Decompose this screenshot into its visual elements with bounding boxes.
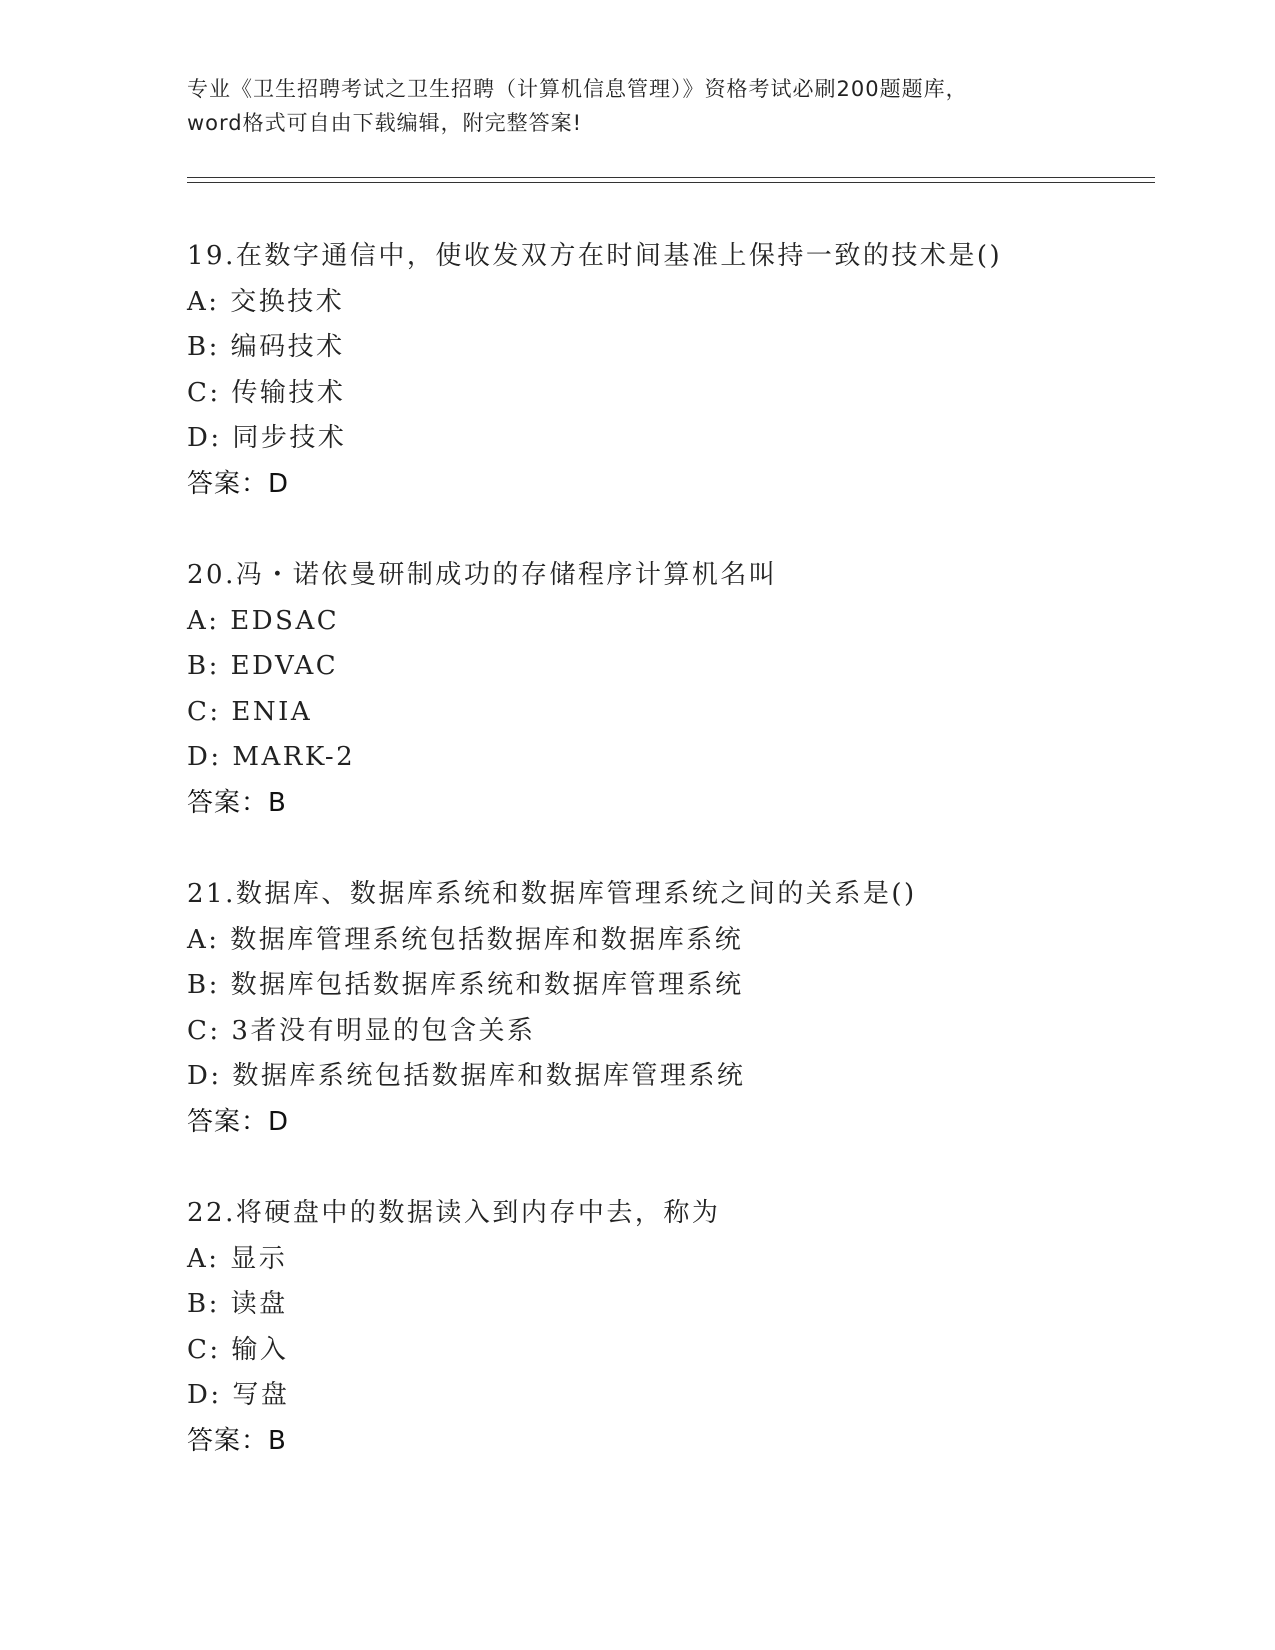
option-a: A: 数据库管理系统包括数据库和数据库系统 xyxy=(187,924,744,955)
header-divider-top xyxy=(187,177,1155,178)
header-divider-bottom xyxy=(187,182,1155,183)
option-b: B: EDVAC xyxy=(187,651,339,682)
header-title-line-2: word格式可自由下载编辑，附完整答案! xyxy=(187,111,583,135)
question-stem: 20.冯・诺依曼研制成功的存储程序计算机名叫 xyxy=(187,560,778,590)
option-d: D: 同步技术 xyxy=(187,423,347,454)
question-stem: 19.在数字通信中，使收发双方在时间基准上保持一致的技术是() xyxy=(187,241,1003,271)
option-c: C: 传输技术 xyxy=(187,377,346,408)
question-21 xyxy=(187,872,1147,1146)
option-a: A: EDSAC xyxy=(187,605,340,636)
option-c: C: 3者没有明显的包含关系 xyxy=(187,1015,536,1046)
question-stem: 21.数据库、数据库系统和数据库管理系统之间的关系是() xyxy=(187,879,917,909)
answer-line: 答案：D xyxy=(187,1106,290,1137)
option-c: C: 输入 xyxy=(187,1334,289,1365)
answer-line: 答案：D xyxy=(187,468,290,499)
question-20 xyxy=(187,553,1147,827)
option-d: D: 写盘 xyxy=(187,1380,290,1411)
option-b: B: 数据库包括数据库系统和数据库管理系统 xyxy=(187,970,744,1001)
question-22 xyxy=(187,1191,1147,1465)
option-d: D: 数据库系统包括数据库和数据库管理系统 xyxy=(187,1061,746,1092)
option-b: B: 编码技术 xyxy=(187,332,345,363)
header-title-line-1: 专业《卫生招聘考试之卫生招聘（计算机信息管理）》资格考试必刷200题题库， xyxy=(187,77,968,101)
question-stem: 22.将硬盘中的数据读入到内存中去，称为 xyxy=(187,1198,721,1228)
option-d: D: MARK-2 xyxy=(187,742,356,773)
option-c: C: ENIA xyxy=(187,696,313,727)
answer-line: 答案：B xyxy=(187,1425,287,1456)
question-19 xyxy=(187,234,1147,508)
answer-line: 答案：B xyxy=(187,787,287,818)
option-a: A: 交换技术 xyxy=(187,286,345,317)
option-b: B: 读盘 xyxy=(187,1289,288,1320)
document-header xyxy=(187,72,1087,140)
option-a: A: 显示 xyxy=(187,1243,288,1274)
